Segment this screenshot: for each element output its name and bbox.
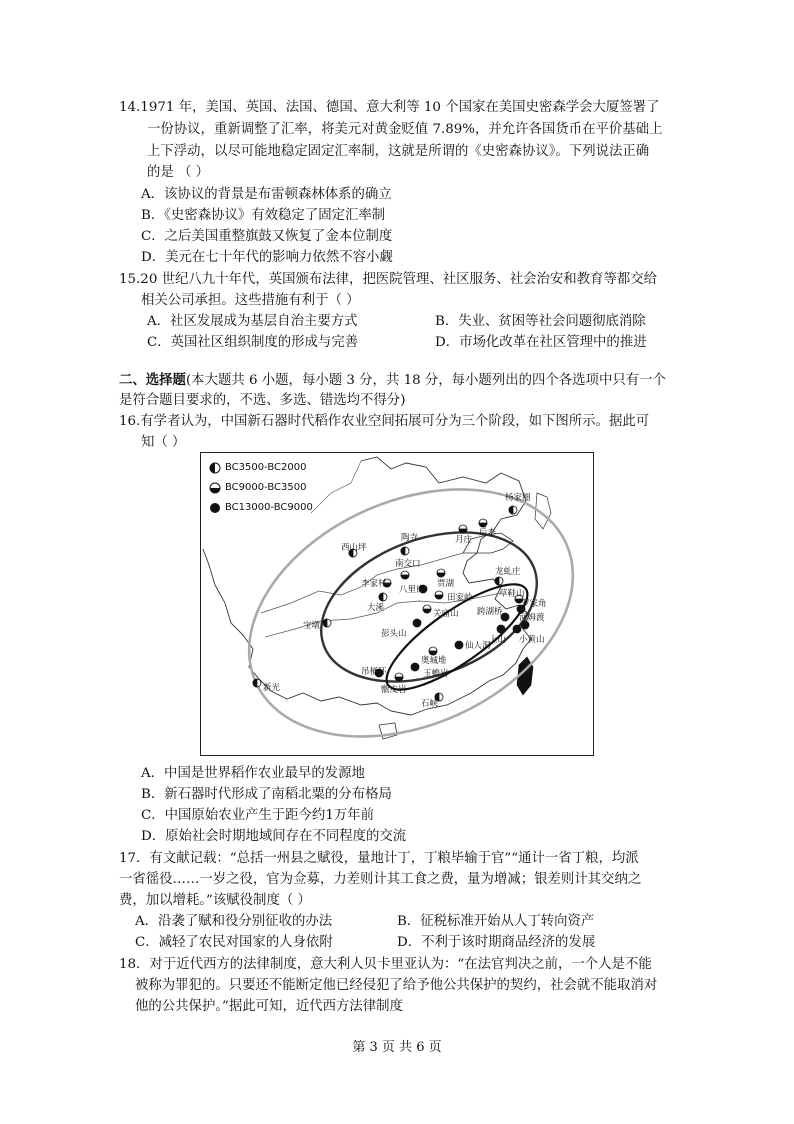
- site-label: 仙人洞: [465, 641, 491, 651]
- q16-line-2: 知（ ）: [141, 435, 186, 450]
- legend-symbol-late: [210, 463, 220, 473]
- site-label: 关庙山: [433, 609, 459, 619]
- q17-option-b: B．征税标准开始从人丁转向资产: [397, 914, 595, 929]
- site-marker-pengtoushan: [413, 619, 421, 627]
- site-label: 后李: [479, 528, 497, 538]
- site-label: 西山坪: [341, 543, 367, 553]
- site-marker-aochengdui: [429, 647, 437, 655]
- site-marker-longqiuzhuang: [495, 577, 503, 585]
- section-2-rule: (本大题共 6 小题，每小题 3 分，共 18 分，每小题列出的四个各选项中只有一个: [185, 373, 666, 388]
- site-label: 草鞋山: [499, 589, 525, 599]
- site-label: 石峡: [421, 699, 439, 709]
- q17-line-3: 费，加以增耗。”该赋役制度（ ）: [119, 893, 311, 908]
- section-2-heading: [119, 370, 666, 391]
- site-marker-shangshan: [497, 625, 505, 633]
- site-marker-yangjiaquan: [509, 506, 517, 514]
- q18-line-3: 他的公共保护。”据此可知，近代西方法律制度: [135, 999, 403, 1014]
- site-label: 杨家圈: [505, 493, 531, 503]
- q15-option-a: A．社区发展成为基层自治主要方式: [147, 314, 358, 329]
- q14-line-3: 上下浮动，以尽可能地稳定固定汇率制，这就是所谓的《史密森协议》。下列说法正确: [147, 144, 650, 159]
- q14-line-2: 一份协议，重新调整了汇率，将美元对黄金贬值 7.89%，并允许各国货币在平价基础上: [147, 122, 663, 137]
- site-marker-tianjialing: [435, 591, 443, 599]
- site-label: 河姆渡: [519, 613, 545, 623]
- site-label: 李家村: [361, 579, 387, 589]
- site-marker-zengpiyan: [395, 673, 403, 681]
- site-marker-taosi: [401, 547, 409, 555]
- q18-line-1: 18．对于近代西方的法律制度，意大利人贝卡里亚认为：“在法官判决之前，一个人是不能: [119, 957, 652, 972]
- site-label: 上山: [489, 635, 507, 645]
- legend-symbol-middle: [210, 483, 220, 493]
- section-2-title: 二、选择题: [119, 372, 186, 388]
- site-marker-daxi: [379, 593, 387, 601]
- site-label: 南交口: [395, 559, 421, 569]
- q14-option-b: B．《史密森协议》有效稳定了固定汇率制: [141, 208, 386, 223]
- site-label: 田家岭: [447, 593, 473, 603]
- page-footer: 第 3 页 共 6 页: [352, 1040, 442, 1055]
- q15-line-1: 15.20 世纪八九十年代，英国颁布法律，把医院管理、社区服务、社会治安和教育等都交给: [119, 272, 658, 287]
- site-marker-yuchanyan: [411, 663, 419, 671]
- site-marker-xiaohuangshan: [513, 625, 521, 633]
- site-label: 贾湖: [437, 579, 455, 589]
- site-label: 罗家角: [521, 599, 547, 609]
- site-marker-guanmiaoshan: [423, 605, 431, 613]
- site-label: 月庄: [455, 535, 473, 545]
- site-label: 新光: [263, 683, 281, 693]
- q15-option-d: D．市场化改革在社区管理中的推进: [435, 335, 647, 350]
- rice-agriculture-map: [200, 452, 594, 756]
- legend-symbol-early: [210, 503, 220, 513]
- site-label: 彭头山: [381, 629, 407, 639]
- q16-option-c: C．中国原始农业产生于距今约1万年前: [141, 808, 375, 823]
- q16-option-a: A．中国是世界稻作农业最早的发源地: [141, 766, 365, 781]
- site-label: 小黄山: [519, 635, 545, 645]
- section-2-rule-2: 是符合题目要求的，不选、多选、错选均不得分): [119, 393, 406, 408]
- map-border-inner: [311, 461, 361, 513]
- q17-option-d: D．不利于该时期商品经济的发展: [397, 935, 596, 950]
- site-label: 八里岗: [399, 585, 425, 595]
- site-marker-baodun: [323, 619, 331, 627]
- q14-line-1: 14.1971 年，美国、英国、法国、德国、意大利等 10 个国家在美国史密森学会大厦签署了: [119, 100, 660, 115]
- q17-option-a: A．沿袭了赋和役分别征收的办法: [135, 914, 333, 929]
- site-label: 陶寺: [401, 533, 419, 543]
- q14-line-4: 的是 （ ）: [147, 165, 210, 180]
- site-marker-jiahu: [437, 569, 445, 577]
- legend-early: BC13000-BC9000: [225, 502, 313, 513]
- site-marker-yuezhuang: [459, 525, 467, 533]
- q14-option-a: A．该协议的背景是布雷顿森林体系的确立: [141, 187, 392, 202]
- site-marker-xinguang: [253, 679, 261, 687]
- site-marker-houli: [479, 519, 487, 527]
- site-label: 吊桶环: [361, 667, 387, 677]
- q17-line-1: 17．有文献记载：“总括一州县之赋役，量地计丁，丁粮毕输于官”“通计一省丁粮，均派: [119, 851, 639, 866]
- q16-option-b: B．新石器时代形成了南稻北粟的分布格局: [141, 787, 392, 802]
- q15-option-c: C．英国社区组织制度的形成与完善: [147, 335, 359, 350]
- q15-line-2: 相关公司承担。这些措施有利于（ ）: [141, 293, 360, 308]
- q15-option-b: B．失业、贫困等社会问题彻底消除: [435, 314, 646, 329]
- q17-line-2: 一省徭役……一岁之役，官为佥募，力差则计其工食之费，量为增减；银差则计其交纳之: [119, 872, 642, 887]
- q16-option-d: D．原始社会时期地域间存在不同程度的交流: [141, 829, 407, 844]
- q14-option-c: C．之后美国重整旗鼓又恢复了金本位制度: [141, 229, 393, 244]
- site-marker-nanjiaokou: [401, 571, 409, 579]
- q14-option-d: D．美元在七十年代的影响力依然不容小觑: [141, 250, 393, 265]
- q16-line-1: 16.有学者认为，中国新石器时代稻作农业空间拓展可分为三个阶段，如下图所示。据此可: [119, 414, 650, 429]
- site-label: 大溪: [367, 603, 385, 613]
- site-label: 甑皮岩: [381, 685, 407, 695]
- site-marker-xianrendong: [455, 641, 463, 649]
- site-label: 奥城堆: [421, 656, 447, 666]
- site-label: 宝墩: [303, 621, 321, 631]
- q17-option-c: C．减轻了农民对国家的人身依附: [135, 935, 333, 950]
- q18-line-2: 被称为罪犯的。只要还不能断定他已经侵犯了给予他公共保护的契约，社会就不能取消对: [135, 978, 658, 993]
- legend-late: BC3500-BC2000: [225, 462, 307, 473]
- site-label: 跨湖桥: [477, 607, 503, 617]
- site-label: 玉蟾岩: [423, 669, 449, 679]
- site-label: 龙虬庄: [495, 567, 521, 577]
- legend-middle: BC9000-BC3500: [225, 482, 307, 493]
